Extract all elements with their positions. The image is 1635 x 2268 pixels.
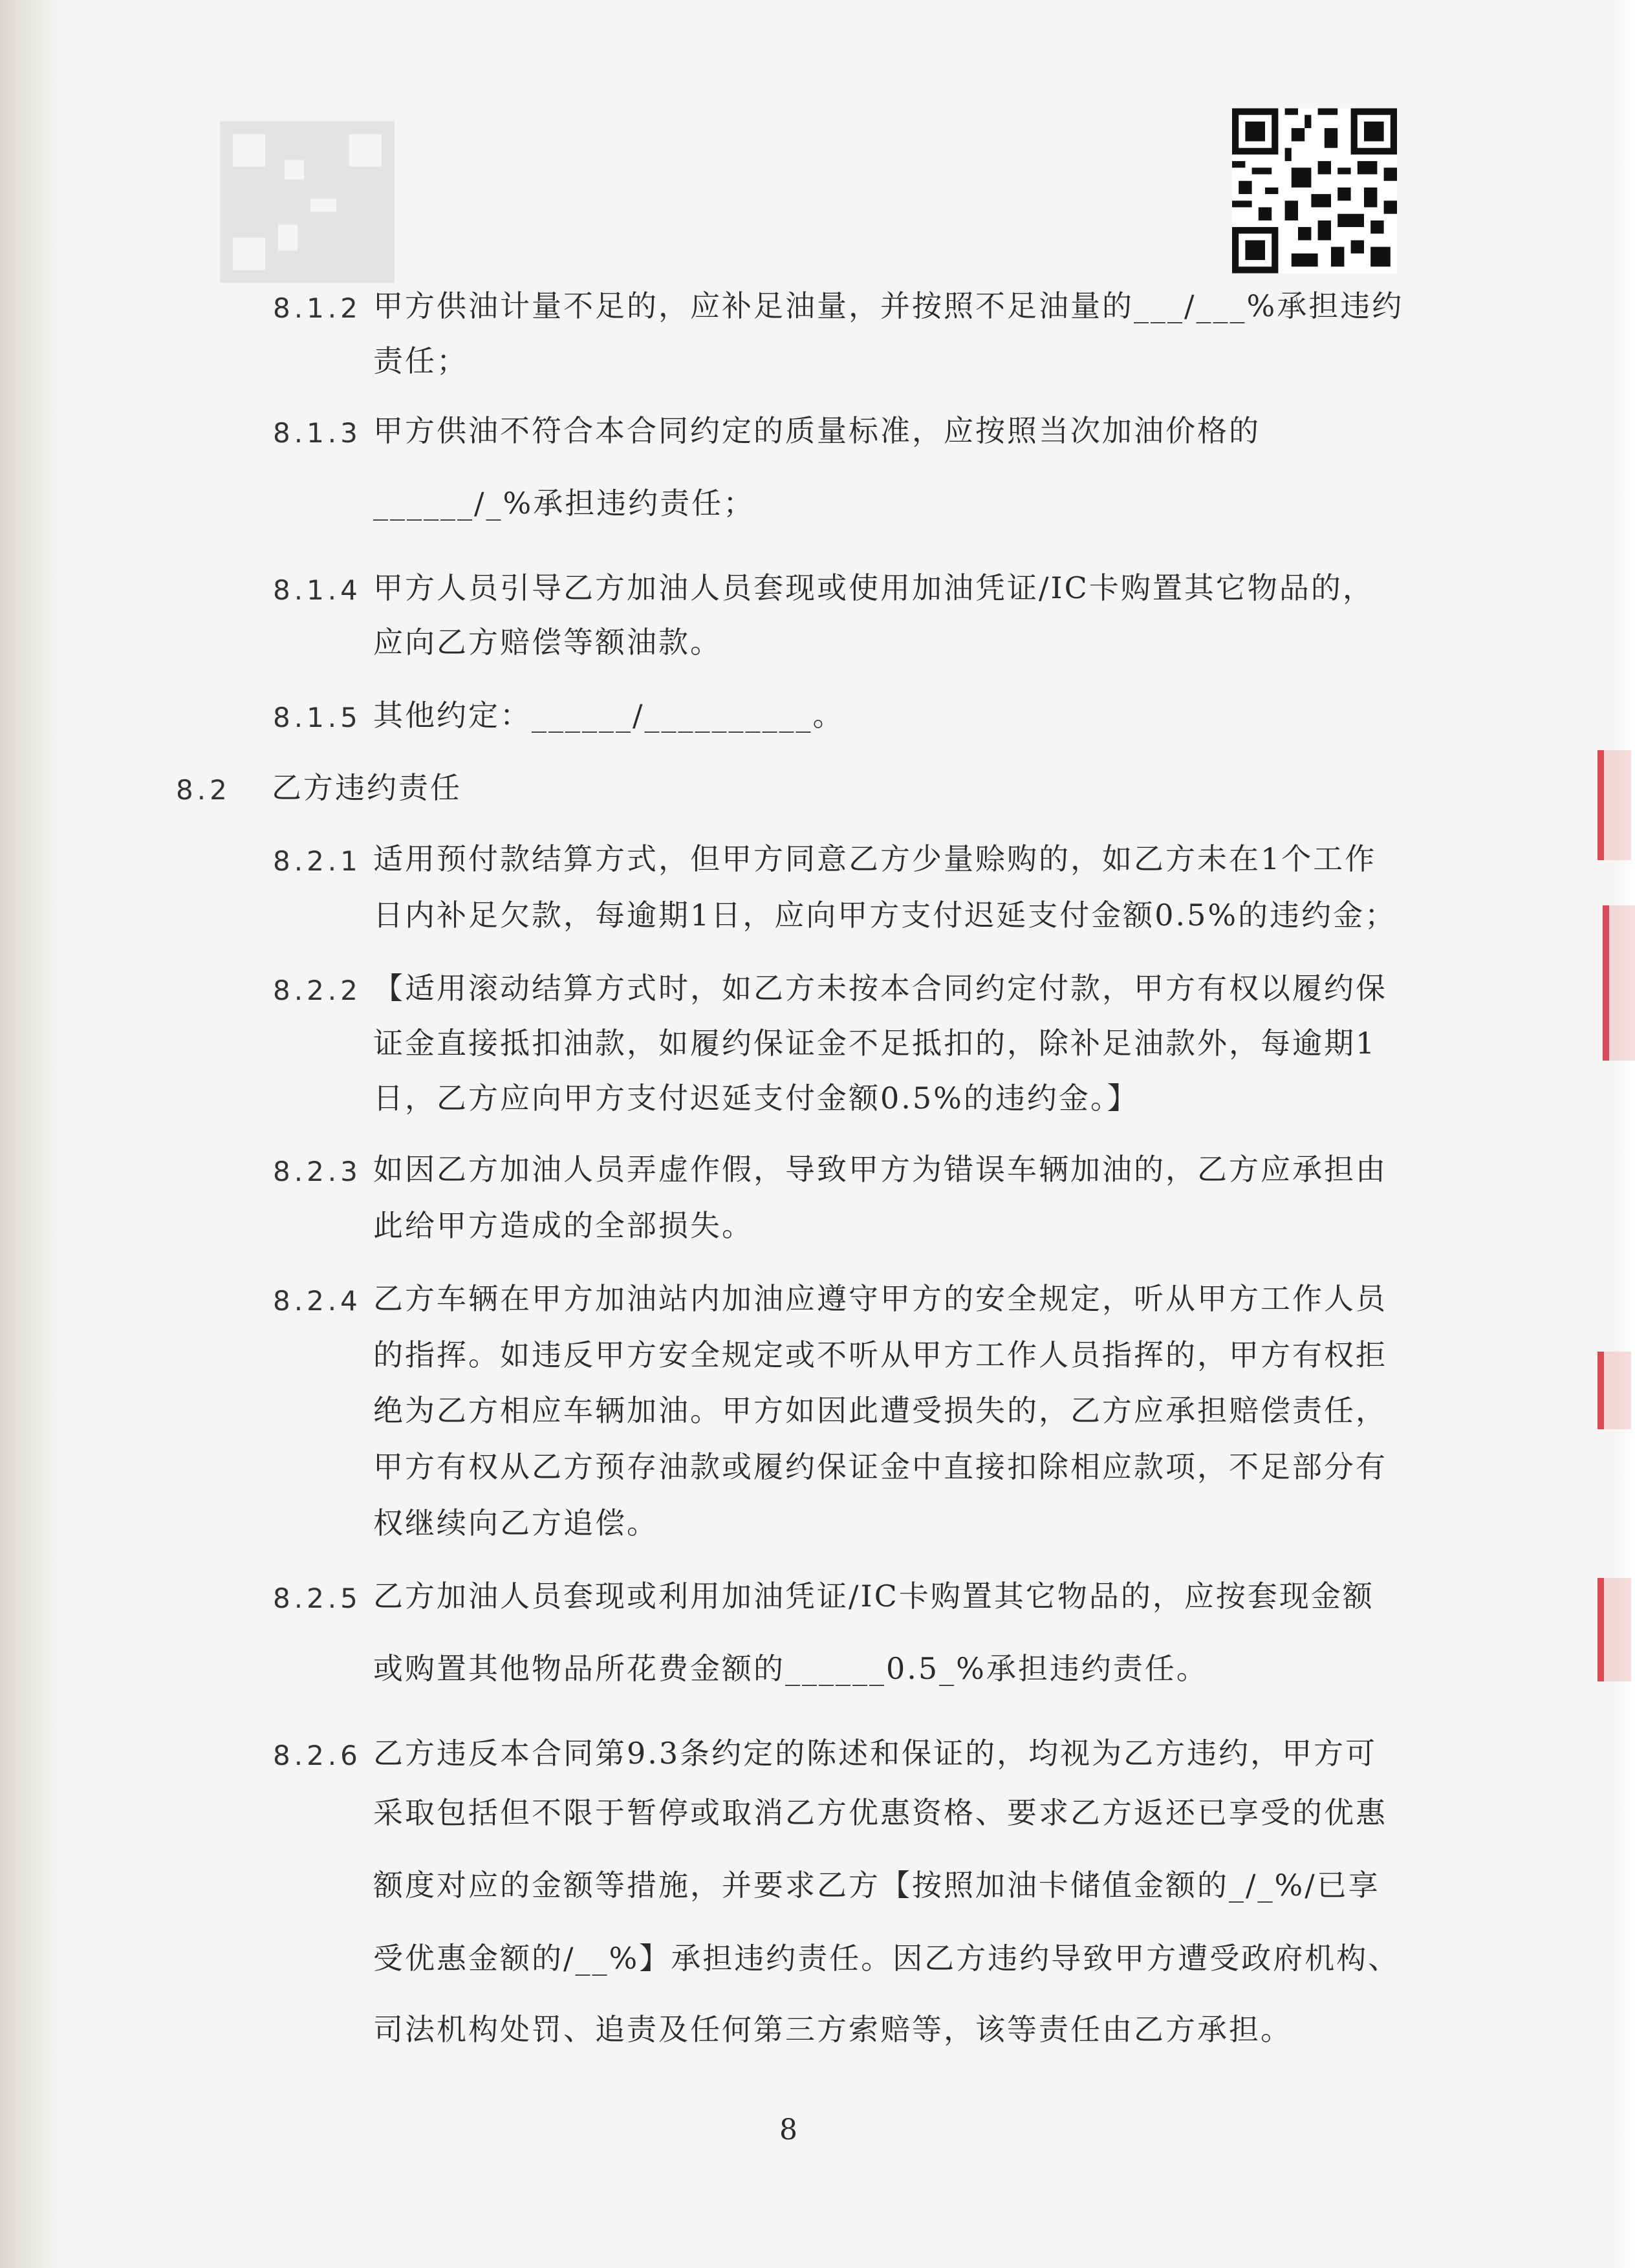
clause-text-line: 受优惠金额的/__%】承担违约责任。因乙方违约导致甲方遭受政府机构、 (373, 1941, 1400, 1976)
clause-text-line: 司法机构处罚、追责及任何第三方索赔等，该等责任由乙方承担。 (373, 2012, 1292, 2047)
clause-text-line: 甲方有权从乙方预存油款或履约保证金中直接扣除相应款项，不足部分有 (373, 1449, 1387, 1484)
page-number: 8 (779, 2113, 797, 2146)
clause-number: 8.2.3 (273, 1156, 362, 1187)
clause-text-line: 采取包括但不限于暂停或取消乙方优惠资格、要求乙方返还已享受的优惠 (373, 1795, 1387, 1830)
clause-text-line: 应向乙方赔偿等额油款。 (373, 625, 722, 660)
clause-number: 8.2.1 (273, 845, 362, 877)
clause-text-line: 额度对应的金额等措施，并要求乙方【按照加油卡储值金额的_/_%/已享 (373, 1868, 1380, 1903)
clause-text-line: 此给甲方造成的全部损失。 (373, 1208, 753, 1243)
clause-number: 8.1.4 (273, 574, 362, 606)
section-number: 8.2 (176, 774, 231, 806)
clause-number: 8.2.5 (273, 1582, 362, 1614)
scan-edge-right (1616, 0, 1635, 2268)
clause-text-line: 责任； (373, 343, 468, 378)
clause-number: 8.1.5 (273, 702, 362, 733)
clause-text-line: 【适用滚动结算方式时，如乙方未按本合同约定付款，甲方有权以履约保 (373, 971, 1387, 1006)
clause-text-line: 甲方人员引导乙方加油人员套现或使用加油凭证/IC卡购置其它物品的， (373, 570, 1374, 605)
clause-text-line: 适用预付款结算方式，但甲方同意乙方少量赊购的，如乙方未在1个工作 (373, 841, 1377, 876)
clause-number: 8.2.4 (273, 1285, 362, 1317)
section-heading: 乙方违约责任 (272, 770, 462, 805)
clause-text-line: 如因乙方加油人员弄虚作假，导致甲方为错误车辆加油的，乙方应承担由 (373, 1152, 1387, 1187)
clause-text-line: 甲方供油计量不足的，应补足油量，并按照不足油量的___/___%承担违约 (373, 288, 1404, 323)
clause-text-line: 甲方供油不符合本合同约定的质量标准，应按照当次加油价格的 (373, 413, 1261, 448)
clause-text-line: 的指挥。如违反甲方安全规定或不听从甲方工作人员指挥的，甲方有权拒 (373, 1337, 1387, 1372)
clause-text-line: 证金直接抵扣油款，如履约保证金不足抵扣的，除补足油款外，每逾期1 (373, 1026, 1377, 1061)
qr-code-icon (1232, 107, 1397, 275)
clause-text-line: 权继续向乙方追偿。 (373, 1506, 658, 1540)
clause-text-line: 乙方加油人员套现或利用加油凭证/IC卡购置其它物品的，应按套现金额 (373, 1579, 1374, 1614)
clause-text-line: 日内补足欠款，每逾期1日，应向甲方支付迟延支付金额0.5%的违约金； (373, 898, 1397, 933)
clause-text-line: 乙方车辆在甲方加油站内加油应遵守甲方的安全规定，听从甲方工作人员 (373, 1281, 1387, 1316)
clause-text-line: ______/_%承担违约责任； (373, 486, 755, 521)
clause-text-line: 乙方违反本合同第9.3条约定的陈述和保证的，均视为乙方违约，甲方可 (373, 1736, 1378, 1771)
clause-number: 8.2.2 (273, 975, 362, 1006)
red-seal-fragment-icon (1597, 1352, 1631, 1429)
red-seal-fragment-icon (1597, 1578, 1631, 1681)
clause-text-line: 其他约定：______/__________。 (373, 698, 845, 733)
red-seal-fragment-icon (1597, 750, 1631, 860)
clause-text-line: 或购置其他物品所花费金额的______0.5_%承担违约责任。 (373, 1651, 1208, 1686)
scan-shadow-left (0, 0, 58, 2268)
clause-number: 8.1.3 (273, 417, 362, 449)
clause-text-line: 日，乙方应向甲方支付迟延支付金额0.5%的违约金。】 (373, 1081, 1139, 1116)
clause-number: 8.1.2 (273, 292, 362, 324)
clause-text-line: 绝为乙方相应车辆加油。甲方如因此遭受损失的，乙方应承担赔偿责任， (373, 1393, 1387, 1428)
clause-number: 8.2.6 (273, 1740, 362, 1771)
faded-qr-code-icon (220, 120, 395, 285)
red-seal-fragment-icon (1603, 905, 1635, 1061)
